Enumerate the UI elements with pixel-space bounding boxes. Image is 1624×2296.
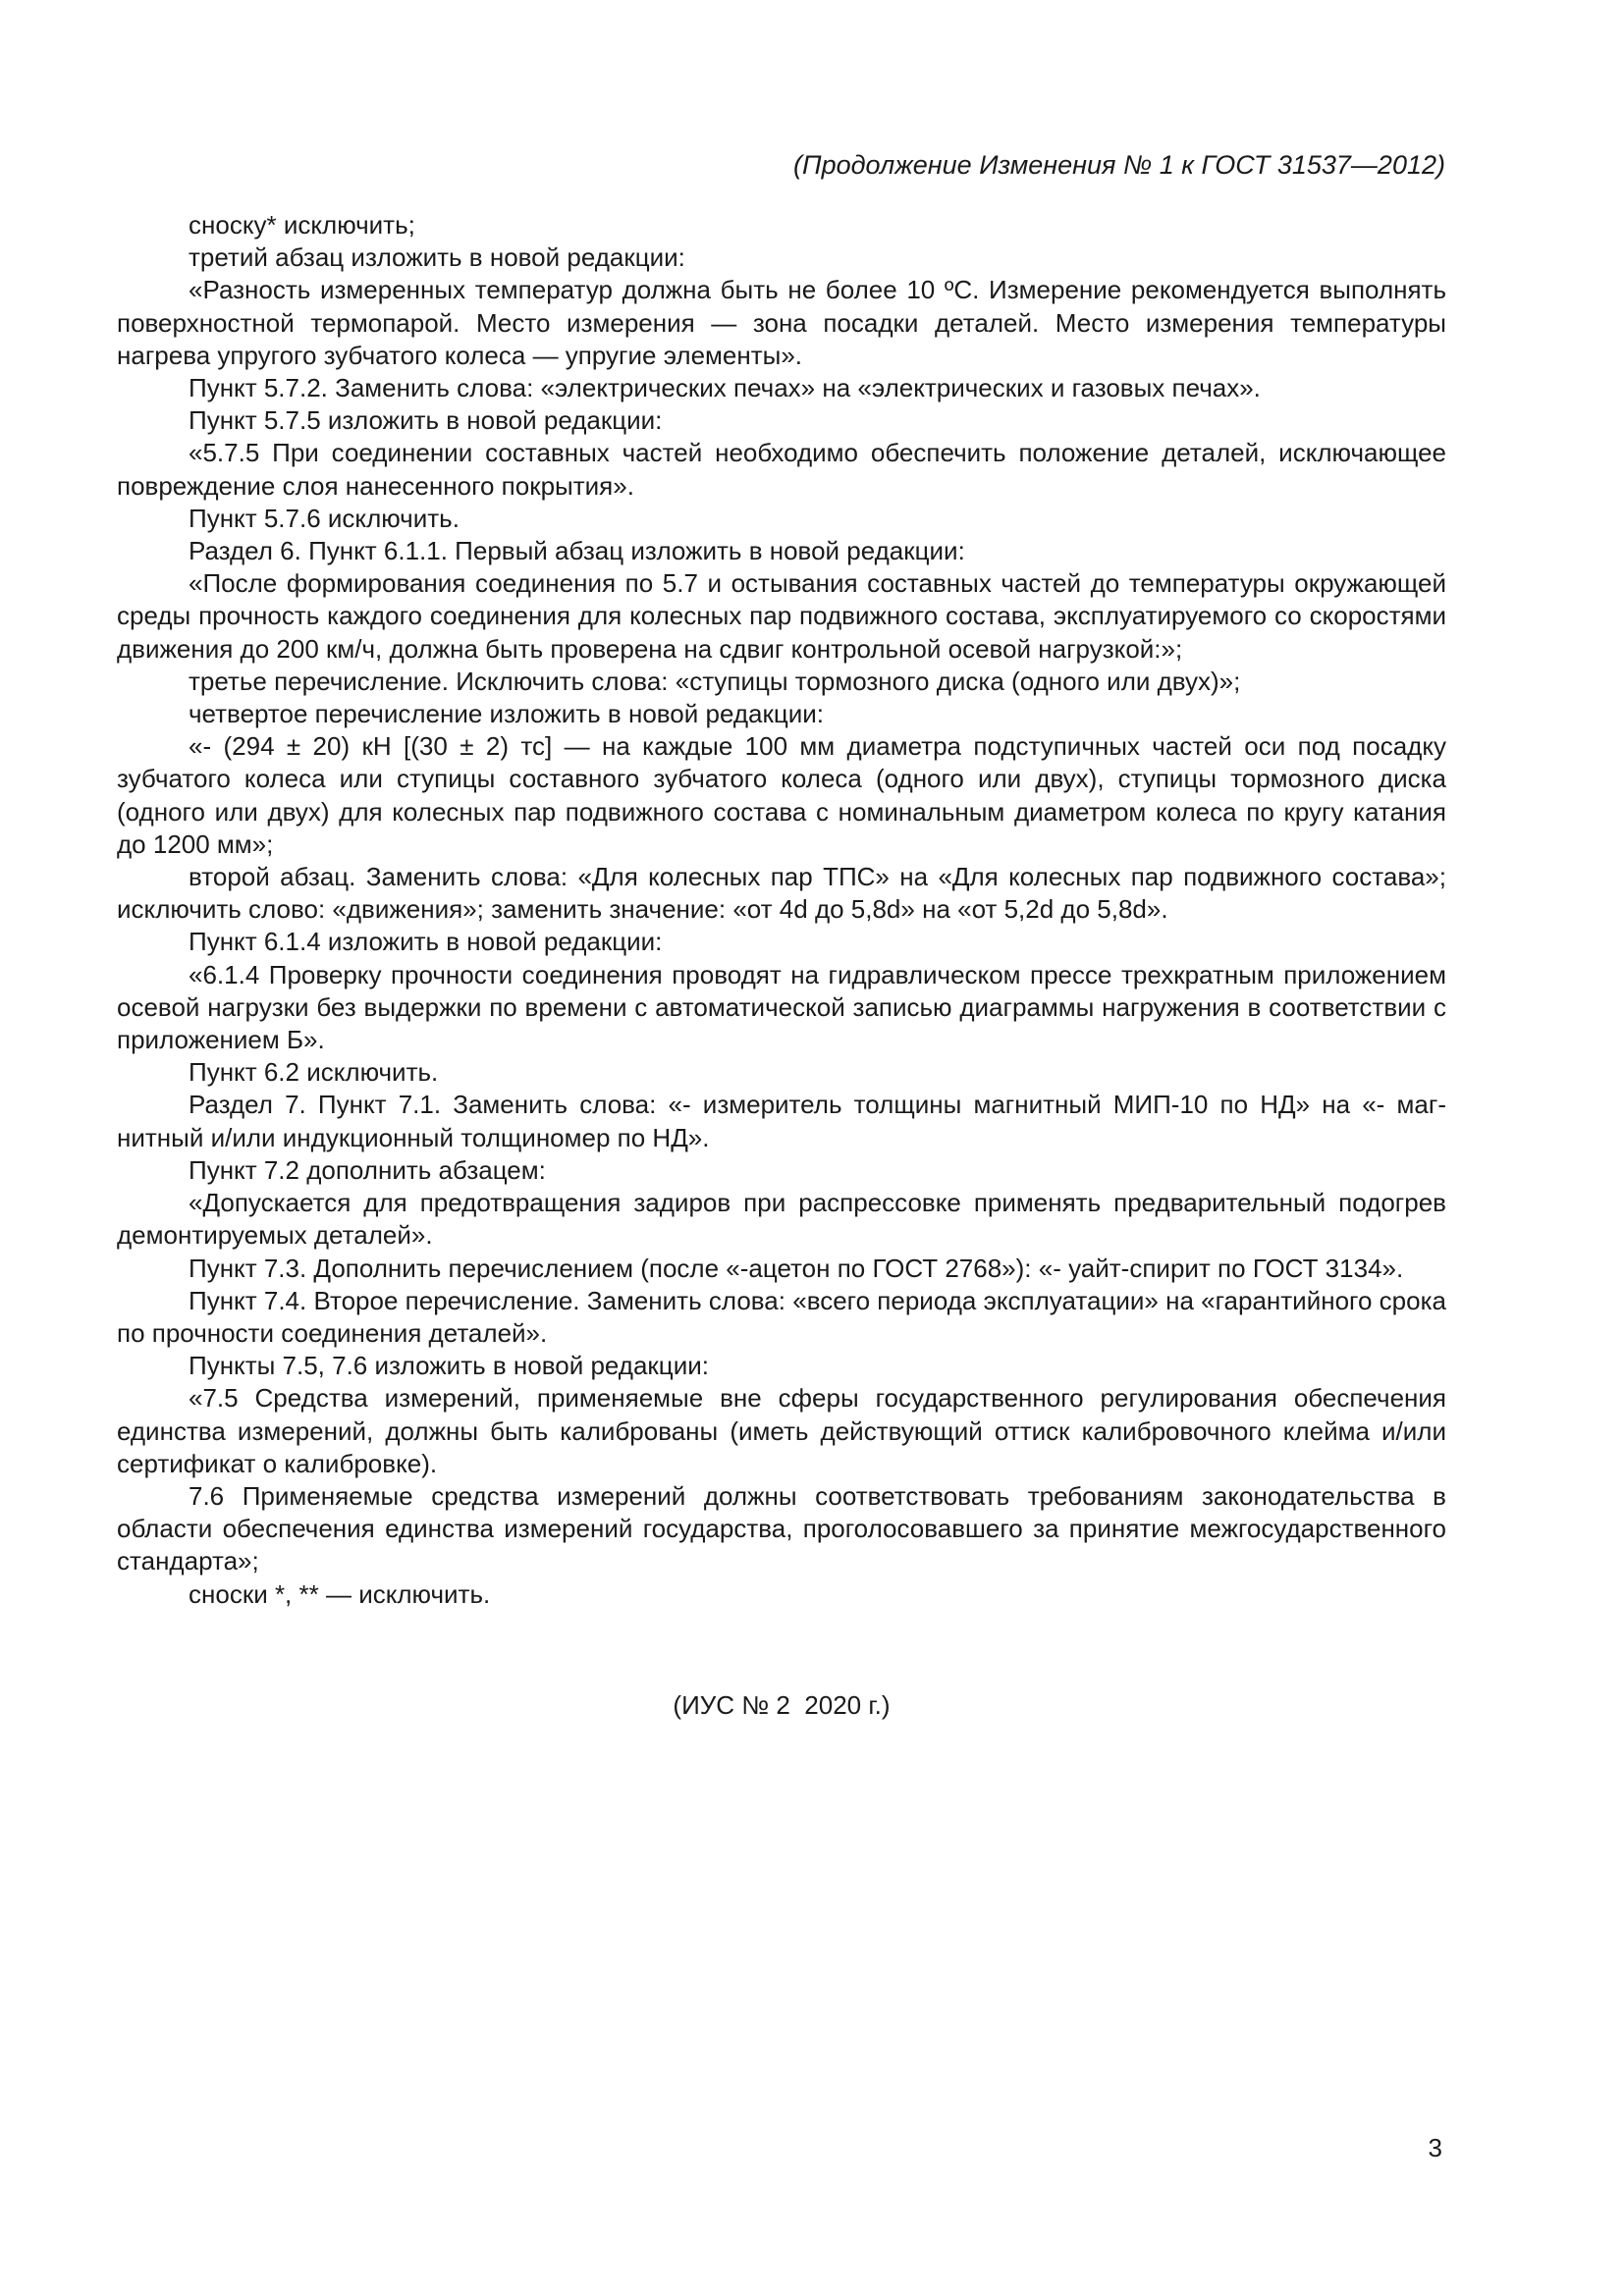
paragraph: Пункты 7.5, 7.6 изложить в новой редакции: — [189, 1351, 709, 1381]
paragraph: «6.1.4 Проверку прочности соединения проводят на гидравлическом прессе трехкратным приложением осевой нагрузки без выдержки по времени с автоматической записью диаграммы нагружения в соответствии с приложением Б». — [117, 959, 1446, 1055]
paragraph: сноску* исключить; — [189, 210, 415, 240]
paragraph: сноски *, ** — исключить. — [189, 1578, 491, 1609]
paragraph: Пункт 7.4. Второе перечисление. Заменить слова: «всего периода эксплуатации» на «гарантийного срока по прочности соединения деталей». — [117, 1285, 1446, 1348]
paragraph: «Разность измеренных температур должна быть не более 10 ºС. Измерение рекомендуется выполнять поверхностной термопарой. Место измерения — зона посадки деталей. Место измерения температуры нагрева упругого зубчатого колеса — упругие элементы». — [117, 275, 1446, 370]
paragraph: «5.7.5 При соединении составных частей необходимо обеспечить положение деталей, исключающее повреждение слоя нанесенного покрытия». — [117, 438, 1446, 501]
continuation-header: (Продолжение Изменения № 1 к ГОСТ 31537—2012) — [793, 150, 1445, 180]
paragraph: Пункт 5.7.6 исключить. — [189, 503, 460, 533]
document-body — [117, 209, 1446, 1611]
paragraph: Раздел 6. Пункт 6.1.1. Первый абзац изложить в новой редакции: — [189, 536, 965, 566]
paragraph: Пункт 5.7.2. Заменить слова: «электрических печах» на «электрических и газовых печах». — [189, 373, 1261, 403]
paragraph: второй абзац. Заменить слова: «Для колесных пар ТПС» на «Для колесных пар подвижного состава»; исключить слово: «движения»; заменить значение: «от 4d до 5,8d» на «от 5,2d до 5,8d». — [117, 862, 1446, 925]
paragraph: третий абзац изложить в новой редакции: — [189, 242, 685, 273]
paragraph: Пункт 7.3. Дополнить перечислением (после «-ацетон по ГОСТ 2768»): «- уайт-спирит по ГОСТ 3134». — [189, 1253, 1404, 1283]
paragraph: третье перечисление. Исключить слова: «ступицы тормозного диска (одного или двух)»; — [189, 666, 1241, 696]
paragraph: «Допускается для предотвращения задиров при распрессовке применять предварительный подогрев демонтируемых деталей». — [117, 1188, 1446, 1251]
paragraph: четвертое перечисление изложить в новой редакции: — [189, 699, 825, 729]
paragraph: «- (294 ± 20) кН [(30 ± 2) тс] — на каждые 100 мм диаметра подступичных частей оси под посадку зубчатого колеса или ступицы составного зубчатого колеса (одного или двух), ступицы тормозного диска (одного или двух) для колесных пар подвижного состава с номинальным диаметром колеса по кругу катания до 1200 мм»; — [117, 731, 1446, 859]
paragraph: Пункт 6.2 исключить. — [189, 1057, 439, 1088]
paragraph: 7.6 Применяемые средства измерений должны соответствовать требованиям законодательства в области обеспечения единства измерений государства, проголосовавшего за принятие межгосударственного стандарта»; — [117, 1480, 1446, 1576]
paragraph: Раздел 7. Пункт 7.1. Заменить слова: «- измеритель толщины магнитный МИП-10 по НД» на «- магнитный и/или индукционный толщиномер по НД». — [117, 1090, 1446, 1152]
paragraph: «После формирования соединения по 5.7 и остывания составных частей до температуры окружающей среды прочность каждого соединения для колесных пар подвижного состава, эксплуатируемого со скоростями движения до 200 км/ч, должна быть проверена на сдвиг контрольной осевой нагрузкой:»; — [117, 568, 1446, 664]
page-number: 3 — [1428, 2133, 1442, 2163]
paragraph: Пункт 5.7.5 изложить в новой редакции: — [189, 405, 663, 436]
ius-reference: (ИУС № 2 2020 г.) — [673, 1690, 891, 1720]
paragraph: Пункт 6.1.4 изложить в новой редакции: — [189, 927, 663, 957]
paragraph: «7.5 Средства измерений, применяемые вне сферы государственного регулирования обеспечения единства измерений, должны быть калиброваны (иметь действующий оттиск калибровочного клейма и/или сертификат о калибровке). — [117, 1383, 1446, 1478]
paragraph: Пункт 7.2 дополнить абзацем: — [189, 1154, 546, 1185]
